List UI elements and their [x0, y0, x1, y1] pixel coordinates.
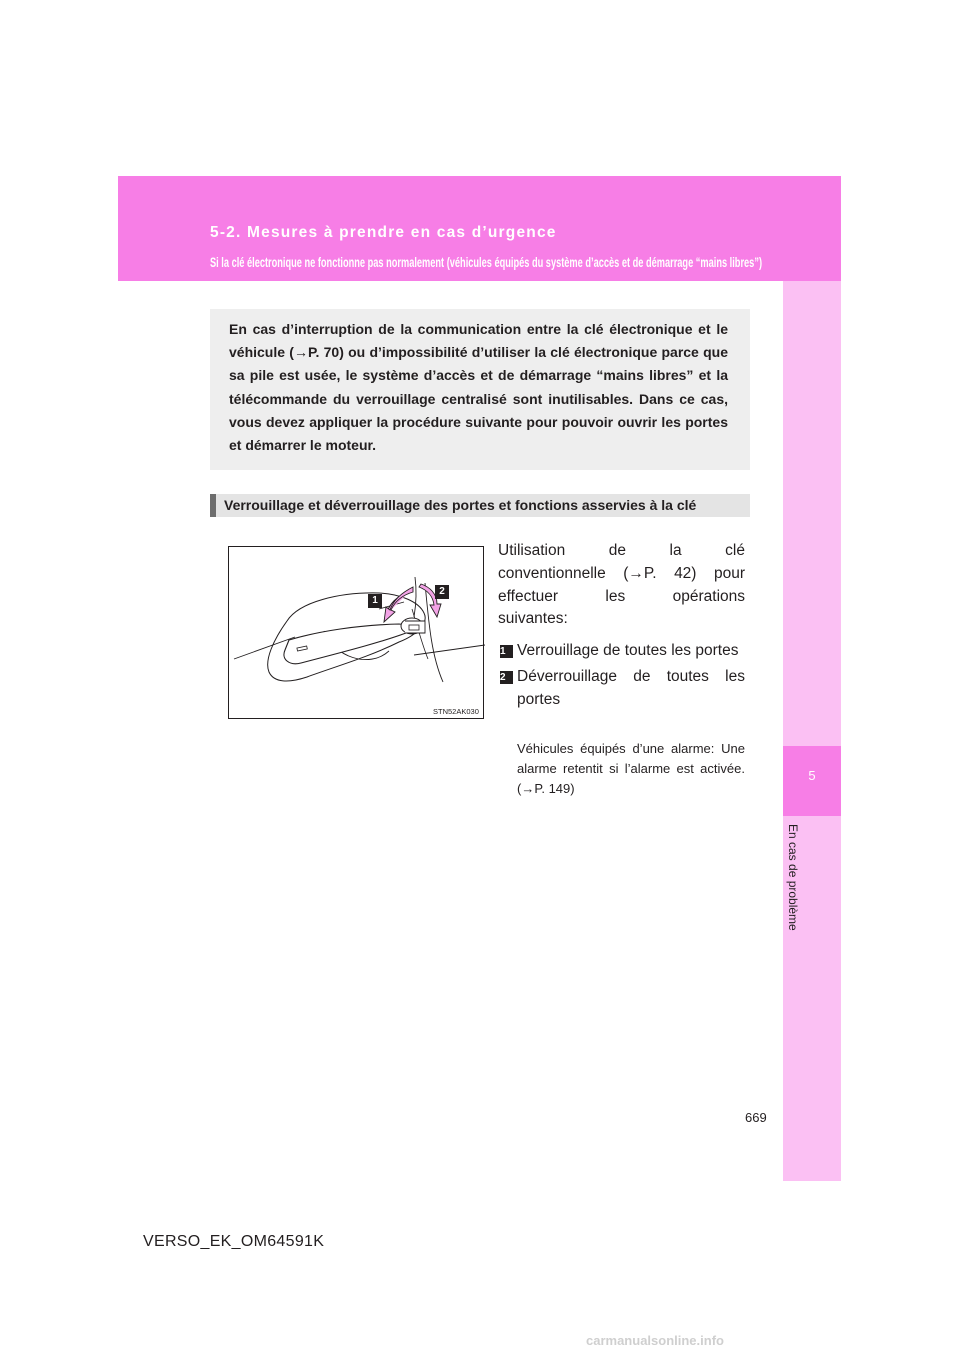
subheading: Verrouillage et déverrouillage des portes et fonctions asservies à la clé — [210, 494, 750, 517]
note-part1: Véhicules équipés d’une alarme: Une alarme retentit si l’alarme est activée. ( — [517, 741, 745, 796]
alarm-note — [517, 739, 745, 798]
list-item — [500, 640, 745, 663]
reference-arrow-icon: → — [293, 344, 308, 361]
step-badge: 2 — [500, 671, 513, 684]
intro-box — [210, 309, 750, 470]
door-handle-illustration — [228, 546, 484, 719]
step-text: Déverrouillage de toutes les portes — [517, 667, 745, 708]
reference-arrow-icon: → — [521, 780, 535, 796]
intro-text-part2: P. 70) ou d’impossibilité d’utiliser la clé électronique parce que sa pile est usée, le système d’accès et de démarrage “mains libres” et la télécommande du verrouillage centralisé sont inutilisables. Dans ce cas, vous devez appliquer la procédure suivante pour pouvoir ouvrir les portes et démarrer le moteur. — [229, 344, 728, 454]
side-band — [783, 281, 841, 1181]
callout-2: 2 — [439, 586, 445, 597]
list-item — [500, 666, 745, 712]
body-line-2-b: P. 42) pour — [643, 564, 745, 582]
page-number: 669 — [745, 1110, 767, 1125]
subsection-title: Si la clé électronique ne fonctionne pas normalement (véhicules équipés du système d’accès et de démarrage “mains libres”) — [210, 254, 763, 270]
steps-list — [500, 640, 745, 714]
chapter-label: En cas de problème — [786, 824, 800, 931]
callout-1: 1 — [372, 595, 378, 606]
step-badge: 1 — [500, 645, 513, 658]
note-part2: P. 149) — [534, 780, 575, 796]
section-title: 5-2. Mesures à prendre en cas d’urgence — [210, 224, 557, 241]
figure-code: STN52AK030 — [433, 707, 479, 716]
body-line-1: Utilisation de la clé — [498, 542, 745, 559]
body-text — [498, 540, 745, 631]
body-line-3: effectuer les opérations — [498, 587, 745, 605]
step-text: Verrouillage de toutes les portes — [517, 642, 739, 659]
body-line-2 — [498, 563, 745, 586]
watermark[interactable]: carmanualsonline.info — [586, 1333, 724, 1348]
door-handle-drawing — [229, 547, 485, 720]
body-line-2-a: conventionnelle ( — [498, 564, 629, 582]
intro-text-part1: En cas d’interruption de la communication entre la clé électronique et le véhicule ( — [229, 321, 728, 361]
reference-arrow-icon: → — [628, 564, 644, 582]
body-line-4: suivantes: — [498, 610, 568, 628]
document-code: VERSO_EK_OM64591K — [143, 1233, 325, 1250]
chapter-tab-number: 5 — [808, 768, 816, 783]
